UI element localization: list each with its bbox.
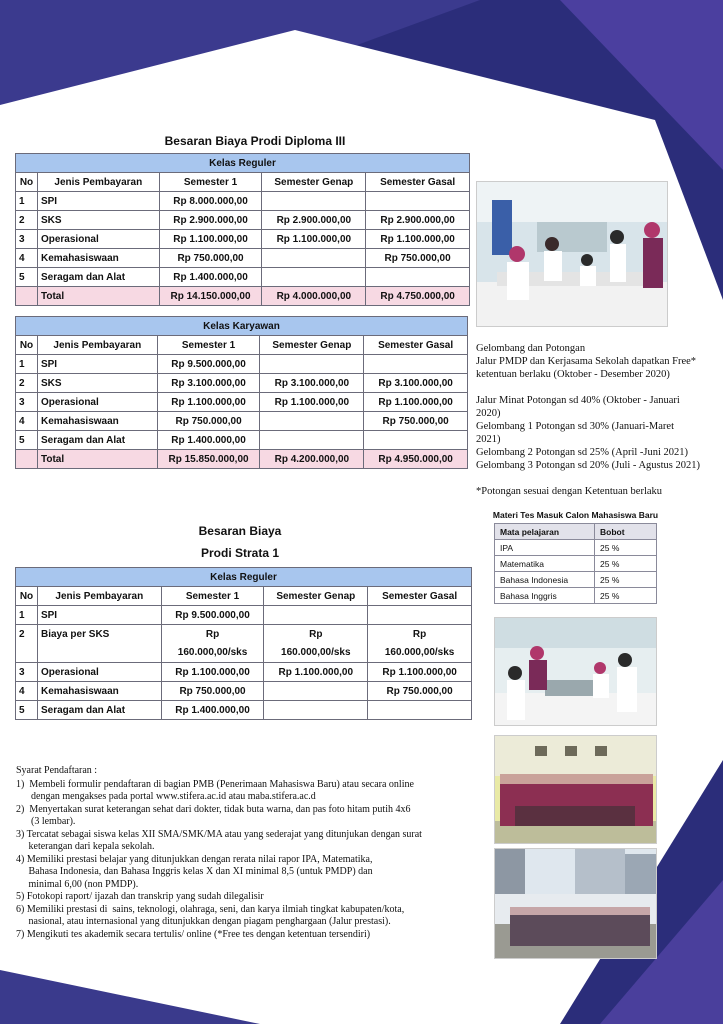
table-cell: 160.000,00/sks	[161, 644, 264, 663]
text-line: 7) Mengikuti tes akademik secara tertulis/ online (*Free tes dengan ketentuan tersendiri)	[16, 928, 371, 940]
table-cell: Rp 1.100.000,00	[366, 230, 470, 249]
table-cell: Rp 750.000,00	[159, 249, 262, 268]
table-cell: IPA	[495, 540, 595, 556]
table-caption: Kelas Reguler	[16, 154, 470, 173]
col-header: Semester Genap	[260, 336, 364, 355]
col-header: No	[16, 173, 38, 192]
table-cell: 4	[16, 682, 38, 701]
text-line: nasional, atau internasional yang ditunjukkan dengan piagam penghargaan (Jalur prestasi).	[16, 916, 391, 927]
table-cell	[260, 431, 364, 450]
table-cell	[368, 701, 472, 720]
table-cell: Rp 3.100.000,00	[260, 374, 364, 393]
table-cell: Rp 1.100.000,00	[264, 663, 368, 682]
table-cell: Rp 1.100.000,00	[161, 663, 264, 682]
text-line: 2020)	[476, 408, 501, 419]
table-caption: Kelas Karyawan	[16, 317, 468, 336]
table-cell	[364, 431, 468, 450]
table-cell: 4	[16, 412, 38, 431]
col-header: Semester 1	[157, 336, 260, 355]
text-line: ketentuan berlaku (Oktober - Desember 2020)	[476, 369, 670, 380]
table-cell	[260, 355, 364, 374]
table-cell: 2	[16, 211, 38, 230]
col-header: Semester 1	[161, 587, 264, 606]
group-photo	[494, 735, 657, 844]
table-row	[16, 625, 472, 644]
table-cell: 1	[16, 192, 38, 211]
table-cell: 3	[16, 393, 38, 412]
table-cell: Rp 9.500.000,00	[161, 606, 264, 625]
table-cell: Rp 14.150.000,00	[159, 287, 262, 306]
table-cell: Rp 750.000,00	[366, 249, 470, 268]
table-cell: Rp 2.900.000,00	[159, 211, 262, 230]
table-cell: Rp 4.000.000,00	[262, 287, 366, 306]
table-row	[16, 192, 470, 211]
table-cell: 1	[16, 355, 38, 374]
table-cell: 25 %	[595, 556, 657, 572]
table-cell: SPI	[37, 192, 159, 211]
table-cell: Bahasa Indonesia	[495, 572, 595, 588]
table-cell: Rp 1.100.000,00	[159, 230, 262, 249]
col-header: Jenis Pembayaran	[37, 587, 161, 606]
table-cell	[260, 412, 364, 431]
table-cell: 25 %	[595, 540, 657, 556]
text-line: keterangan dari kepala sekolah.	[16, 841, 155, 852]
table-row	[16, 663, 472, 682]
table-cell	[366, 192, 470, 211]
table-cell: Rp 3.100.000,00	[364, 374, 468, 393]
table-row	[16, 355, 468, 374]
requirements-title: Syarat Pendaftaran :	[16, 765, 98, 776]
col-header: Mata pelajaran	[495, 524, 595, 540]
table-cell: 3	[16, 230, 38, 249]
table-row	[16, 606, 472, 625]
table-cell	[368, 606, 472, 625]
table-cell: Kemahasiswaan	[37, 682, 161, 701]
col-header: No	[16, 587, 38, 606]
table-row	[495, 588, 657, 604]
table-cell: Total	[37, 287, 159, 306]
text-line: 1) Membeli formulir pendaftaran di bagian PMB (Penerimaan Mahasiswa Baru) atau secara online	[16, 778, 414, 790]
table-cell: 5	[16, 268, 38, 287]
table-caption: Kelas Reguler	[16, 568, 472, 587]
col-header: Bobot	[595, 524, 657, 540]
test-title: Materi Tes Masuk Calon Mahasiswa Baru	[492, 510, 659, 520]
lab-photo	[476, 181, 668, 327]
table-cell	[264, 701, 368, 720]
requirements	[16, 765, 486, 941]
table-cell: SKS	[37, 211, 159, 230]
table-cell	[262, 192, 366, 211]
table-row	[16, 230, 470, 249]
table-cell: Rp 2.900.000,00	[262, 211, 366, 230]
s1-title-line1: Besaran Biaya	[198, 524, 282, 538]
table-cell: Bahasa Inggris	[495, 588, 595, 604]
table-row	[16, 644, 472, 663]
table-cell: SPI	[37, 606, 161, 625]
total-row	[16, 450, 468, 469]
table-cell	[16, 644, 38, 663]
table-cell: Rp 8.000.000,00	[159, 192, 262, 211]
d3-karyawan-table	[15, 316, 468, 469]
table-row	[16, 249, 470, 268]
table-cell	[262, 249, 366, 268]
table-cell	[264, 606, 368, 625]
table-cell: Seragam dan Alat	[37, 701, 161, 720]
table-cell: Rp 1.100.000,00	[260, 393, 364, 412]
table-cell: Rp 1.400.000,00	[157, 431, 260, 450]
col-header: Semester Genap	[264, 587, 368, 606]
table-cell: Biaya per SKS	[37, 625, 161, 644]
table-cell: Rp 750.000,00	[157, 412, 260, 431]
text-line	[476, 381, 721, 394]
table-cell: Rp 15.850.000,00	[157, 450, 260, 469]
table-cell	[366, 268, 470, 287]
table-cell: Rp 1.100.000,00	[368, 663, 472, 682]
table-cell: Rp 4.750.000,00	[366, 287, 470, 306]
text-line	[476, 472, 721, 485]
table-cell: 2	[16, 625, 38, 644]
table-cell: 25 %	[595, 572, 657, 588]
col-header: Semester Gasal	[364, 336, 468, 355]
test-table	[494, 523, 657, 604]
col-header: Jenis Pembayaran	[37, 173, 159, 192]
text-line: 2) Menyertakan surat keterangan sehat dari dokter, tidak buta warna, dan pas foto hitam putih 4x6	[16, 803, 411, 815]
text-line: Gelombang dan Potongan	[476, 343, 586, 354]
table-cell: SKS	[37, 374, 157, 393]
col-header: Semester Gasal	[368, 587, 472, 606]
col-header: Jenis Pembayaran	[37, 336, 157, 355]
table-cell: Rp 750.000,00	[364, 412, 468, 431]
table-cell	[16, 287, 38, 306]
table-cell: Seragam dan Alat	[37, 268, 159, 287]
table-cell: Rp	[368, 625, 472, 644]
table-cell: Rp	[264, 625, 368, 644]
table-cell: Rp 1.100.000,00	[262, 230, 366, 249]
table-cell: Rp 750.000,00	[161, 682, 264, 701]
table-cell: Operasional	[37, 393, 157, 412]
d3-title: Besaran Biaya Prodi Diploma III	[164, 134, 346, 148]
text-line: minimal 6,00 (non PMDP).	[16, 878, 139, 890]
text-line: 3) Tercatat sebagai siswa kelas XII SMA/SMK/MA atau yang sederajat yang ditunjukan dengan surat	[16, 828, 422, 840]
table-cell: Matematika	[495, 556, 595, 572]
text-line: Gelombang 2 Potongan sd 25% (April -Juni 2021)	[476, 447, 689, 458]
table-cell: 3	[16, 663, 38, 682]
table-cell: Rp 750.000,00	[368, 682, 472, 701]
table-cell: Seragam dan Alat	[37, 431, 157, 450]
s1-title-line2: Prodi Strata 1	[200, 546, 280, 560]
col-header: No	[16, 336, 38, 355]
table-cell: 2	[16, 374, 38, 393]
text-line: *Potongan sesuai dengan Ketentuan berlaku	[476, 486, 663, 497]
table-cell: Operasional	[37, 230, 159, 249]
table-row	[16, 431, 468, 450]
table-cell: Rp	[161, 625, 264, 644]
text-line: 6) Memiliki prestasi di sains, teknologi, olahraga, seni, dan karya ilmiah tingkat kabupaten/kota,	[16, 903, 405, 915]
table-cell	[364, 355, 468, 374]
table-cell: 160.000,00/sks	[264, 644, 368, 663]
discount-info	[476, 342, 721, 498]
table-cell: 1	[16, 606, 38, 625]
text-line: Gelombang 3 Potongan sd 20% (Juli - Agustus 2021)	[476, 460, 700, 471]
table-cell: Rp 1.400.000,00	[161, 701, 264, 720]
col-header: Semester Gasal	[366, 173, 470, 192]
col-header: Semester 1	[159, 173, 262, 192]
table-cell: Operasional	[37, 663, 161, 682]
table-row	[495, 540, 657, 556]
text-line: 2021)	[476, 434, 501, 445]
practicum-photo	[494, 617, 657, 726]
table-cell: 5	[16, 701, 38, 720]
table-cell: 25 %	[595, 588, 657, 604]
table-cell: Kemahasiswaan	[37, 249, 159, 268]
s1-reguler-table	[15, 567, 472, 720]
text-line: Jalur PMDP dan Kerjasama Sekolah dapatkan Free*	[476, 356, 697, 367]
table-row	[495, 556, 657, 572]
table-cell	[262, 268, 366, 287]
text-line: Jalur Minat Potongan sd 40% (Oktober - Januari	[476, 395, 680, 406]
total-row	[16, 287, 470, 306]
text-line: Gelombang 1 Potongan sd 30% (Januari-Maret	[476, 421, 674, 432]
col-header: Semester Genap	[262, 173, 366, 192]
table-row	[16, 682, 472, 701]
text-line: 5) Fotokopi raport/ ijazah dan transkrip yang sudah dilegalisir	[16, 891, 264, 902]
table-cell: Kemahasiswaan	[37, 412, 157, 431]
d3-reguler-table	[15, 153, 470, 306]
table-cell: 5	[16, 431, 38, 450]
table-row	[16, 412, 468, 431]
table-row	[16, 211, 470, 230]
table-cell: Rp 4.950.000,00	[364, 450, 468, 469]
text-line: (3 lembar).	[16, 816, 76, 827]
table-cell: Rp 1.100.000,00	[157, 393, 260, 412]
table-cell: Rp 2.900.000,00	[366, 211, 470, 230]
table-cell: Rp 3.100.000,00	[157, 374, 260, 393]
campus-photo	[494, 848, 657, 959]
table-cell: Rp 4.200.000,00	[260, 450, 364, 469]
table-cell: 160.000,00/sks	[368, 644, 472, 663]
table-cell: Rp 9.500.000,00	[157, 355, 260, 374]
text-line: dengan mengakses pada portal www.stifera.ac.id atau maba.stifera.ac.d	[16, 791, 316, 802]
text-line: Bahasa Indonesia, dan Bahasa Inggris kelas X dan XI minimal 8,5 (untuk PMDP) dan	[16, 866, 373, 877]
table-row	[16, 393, 468, 412]
table-row	[495, 572, 657, 588]
table-cell: Total	[37, 450, 157, 469]
table-cell	[264, 682, 368, 701]
text-line: 4) Memiliki prestasi belajar yang ditunjukkan dengan rerata nilai rapor IPA, Matematika,	[16, 853, 373, 865]
table-cell	[16, 450, 38, 469]
table-cell: SPI	[37, 355, 157, 374]
table-cell	[37, 644, 161, 663]
table-cell: Rp 1.100.000,00	[364, 393, 468, 412]
table-cell: Rp 1.400.000,00	[159, 268, 262, 287]
table-row	[16, 268, 470, 287]
table-cell: 4	[16, 249, 38, 268]
table-row	[16, 374, 468, 393]
table-row	[16, 701, 472, 720]
